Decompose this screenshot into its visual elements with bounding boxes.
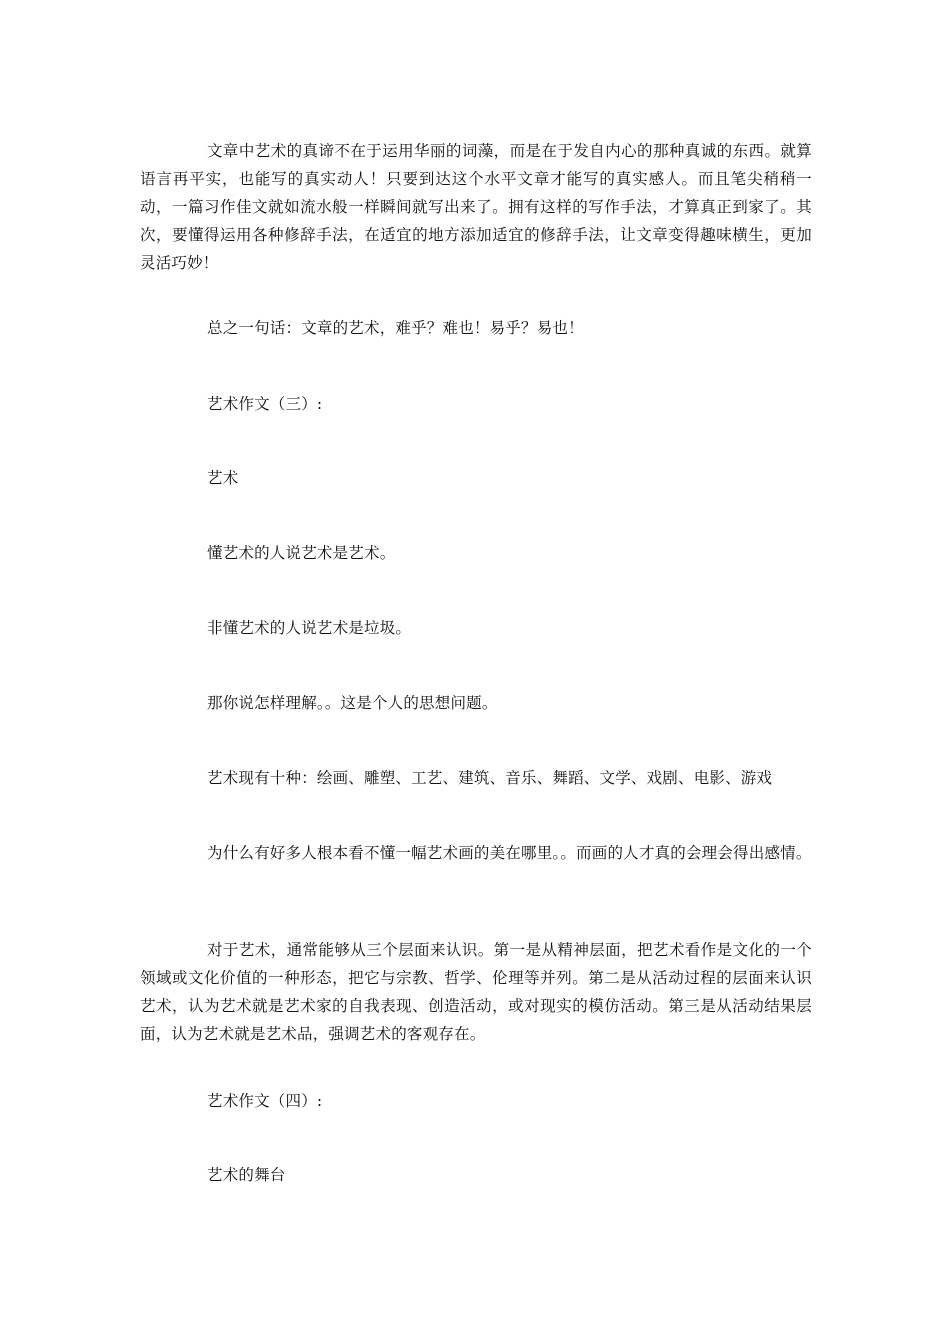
paragraph-art-essence: 文章中艺术的真谛不在于运用华丽的词藻，而是在于发自内心的那种真诚的东西。就算语言再平实，也能写的真实动人！只要到达这个水平文章才能写的真实感人。而且笔尖稍稍一动，一篇习作佳文就如流水般一样瞬间就写出来了。拥有这样的写作手法，才算真正到家了。其次，要懂得运用各种修辞手法，在适宜的地方添加适宜的修辞手法，让文章变得趣味横生，更加灵活巧妙！ (140, 142, 812, 272)
paragraph-not-understand-art: 非懂艺术的人说艺术是垃圾。 (207, 619, 412, 637)
heading-essay-four: 艺术作文（四）: (207, 1092, 323, 1110)
paragraph-three-levels: 对于艺术，通常能够从三个层面来认识。第一是从精神层面，把艺术看作是文化的一个领域或文化价值的一种形态，把它与宗教、哲学、伦理等并列。第二是从活动过程的层面来认识艺术，认为艺术就是艺术家的自我表现、创造活动，或对现实的模仿活动。第三是从活动结果层面，认为艺术就是艺术品，强调艺术的客观存在。 (140, 941, 812, 1043)
paragraph-ten-arts: 艺术现有十种：绘画、雕塑、工艺、建筑、音乐、舞蹈、文学、戏剧、电影、游戏 (207, 769, 773, 787)
heading-art-stage: 艺术的舞台 (207, 1166, 286, 1184)
paragraph-how-to-understand: 那你说怎样理解。。这是个人的思想问题。 (207, 694, 498, 712)
heading-art: 艺术 (207, 469, 239, 487)
heading-essay-three: 艺术作文（三）: (207, 395, 323, 413)
paragraph-summary: 总之一句话：文章的艺术，难乎？难也！易乎？易也！ (207, 319, 584, 337)
paragraph-understand-art: 懂艺术的人说艺术是艺术。 (207, 544, 396, 562)
paragraph-why-not-understand: 为什么有好多人根本看不懂一幅艺术画的美在哪里。。而画的人才真的会理会得出感情。 (207, 844, 812, 862)
